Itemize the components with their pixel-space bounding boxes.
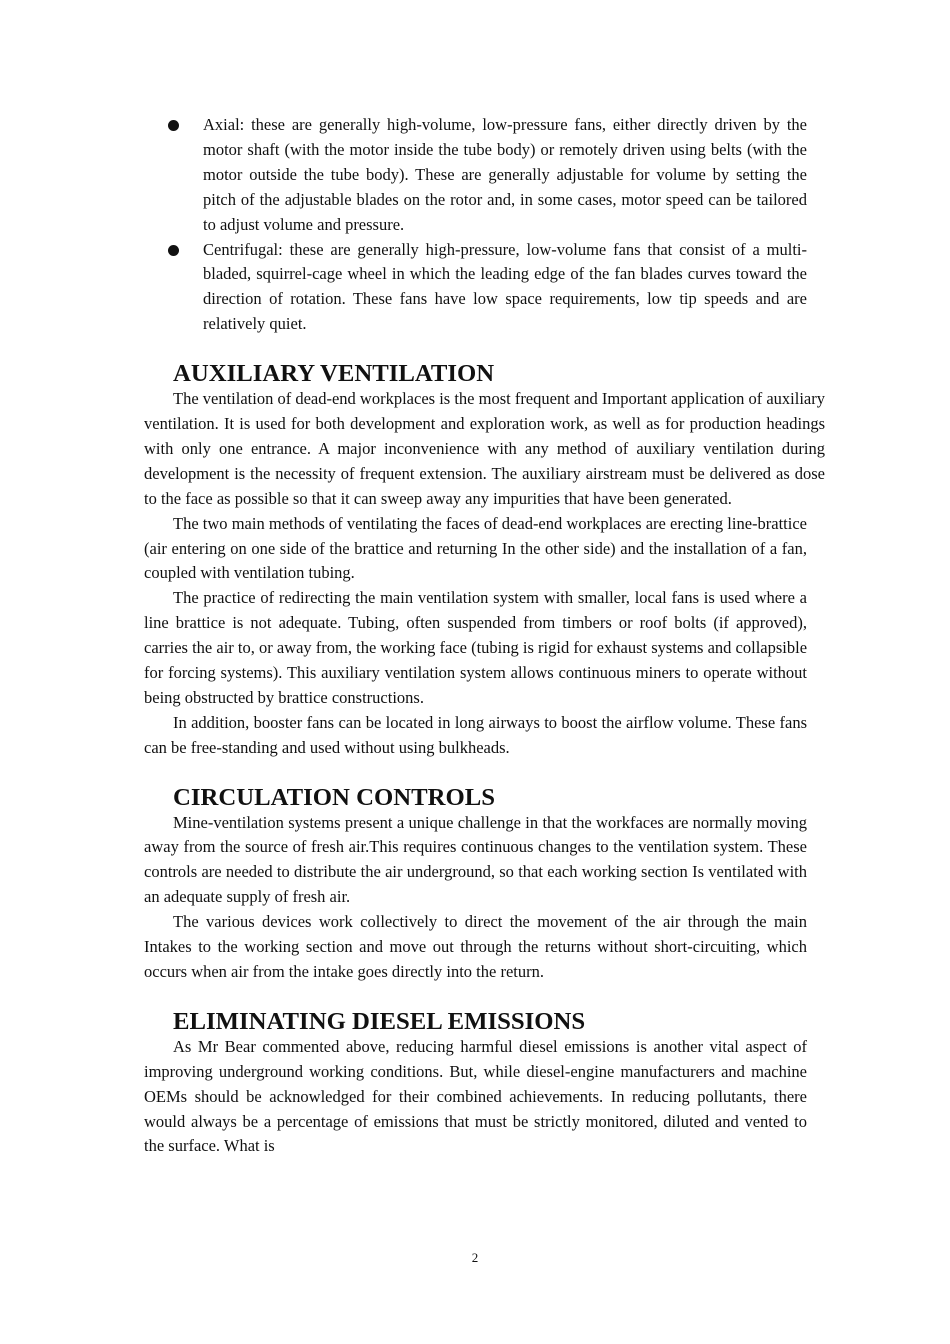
paragraph: The practice of redirecting the main ventilation system with smaller, local fans is used where a line brattice is not adequate. Tubing, often suspended from timbers or roof bolts (if approved), carries the air to, or away from, the working face (tubing is rigid for exhaust systems and collapsible for forcing systems). This auxiliary ventilation system allows continuous miners to operate without being obstructed by brattice constructions. [144,588,808,707]
paragraph: Mine-ventilation systems present a unique challenge in that the workfaces are normally moving away from the source of fresh air.This requires continuous changes to the ventilation system. These controls are needed to distribute the air underground, so that each working section Is ventilated with an adequate supply of fresh air. [144,812,807,907]
paragraph: The ventilation of dead-end workplaces is the most frequent and Important application of auxiliary ventilation. It is used for both development and exploration work, as well as for production headings with only one entrance. A major inconvenience with any method of auxiliary ventilation during development is the necessity of frequent extension. The auxiliary airstream must be delivered as dose to the face as possible so that it can sweep away any impurities that have been generated. [144,389,825,508]
bullet-text: Axial: these are generally high-volume, low-pressure fans, either directly driven by the motor shaft (with the motor inside the tube body) or remotely driven using belts (with the motor outside the tube body). These are generally adjustable for volume by setting the pitch of the adjustable blades on the rotor and, in some cases, motor speed can be tailored to adjust volume and pressure. [203,115,807,234]
paragraph: In addition, booster fans can be located in long airways to boost the airflow volume. These fans can be free-standing and used without using bulkheads. [144,712,807,757]
list-item [144,113,807,238]
section-auxiliary-ventilation [144,360,825,761]
paragraph: The various devices work collectively to direct the movement of the air through the main Intakes to the working section and move out through the returns without short-circuiting, which occurs when air from the intake goes directly into the return. [144,912,807,981]
bullet-icon [168,245,179,256]
list-item [144,238,807,338]
fan-types-list [144,113,807,337]
section-heading: CIRCULATION CONTROLS [173,783,496,811]
paragraph: As Mr Bear commented above, reducing harmful diesel emissions is another vital aspect of improving underground working conditions. But, while diesel-engine manufacturers and machine OEMs should be acknowledged for their combined achievements. In reducing pollutants, there would always be a percentage of emissions that must be strictly monitored, diluted and vented to the surface. What is [144,1036,807,1156]
document-page [144,113,825,1159]
bullet-text: Centrifugal: these are generally high-pressure, low-volume fans that consist of a multi-bladed, squirrel-cage wheel in which the leading edge of the fan blades curves toward the direction of rotation. These fans have low space requirements, low tip speeds and are relatively quiet. [203,239,807,334]
section-heading: ELIMINATING DIESEL EMISSIONS [173,1007,586,1035]
bullet-icon [168,120,179,131]
section-circulation-controls [144,783,807,985]
section-eliminating-diesel-emissions [144,1007,807,1159]
paragraph: The two main methods of ventilating the faces of dead-end workplaces are erecting line-brattice (air entering on one side of the brattice and returning In the other side) and the installation of a fan, coupled with ventilation tubing. [144,513,807,583]
page-number: 2 [471,1250,479,1265]
section-heading: AUXILIARY VENTILATION [173,360,495,388]
